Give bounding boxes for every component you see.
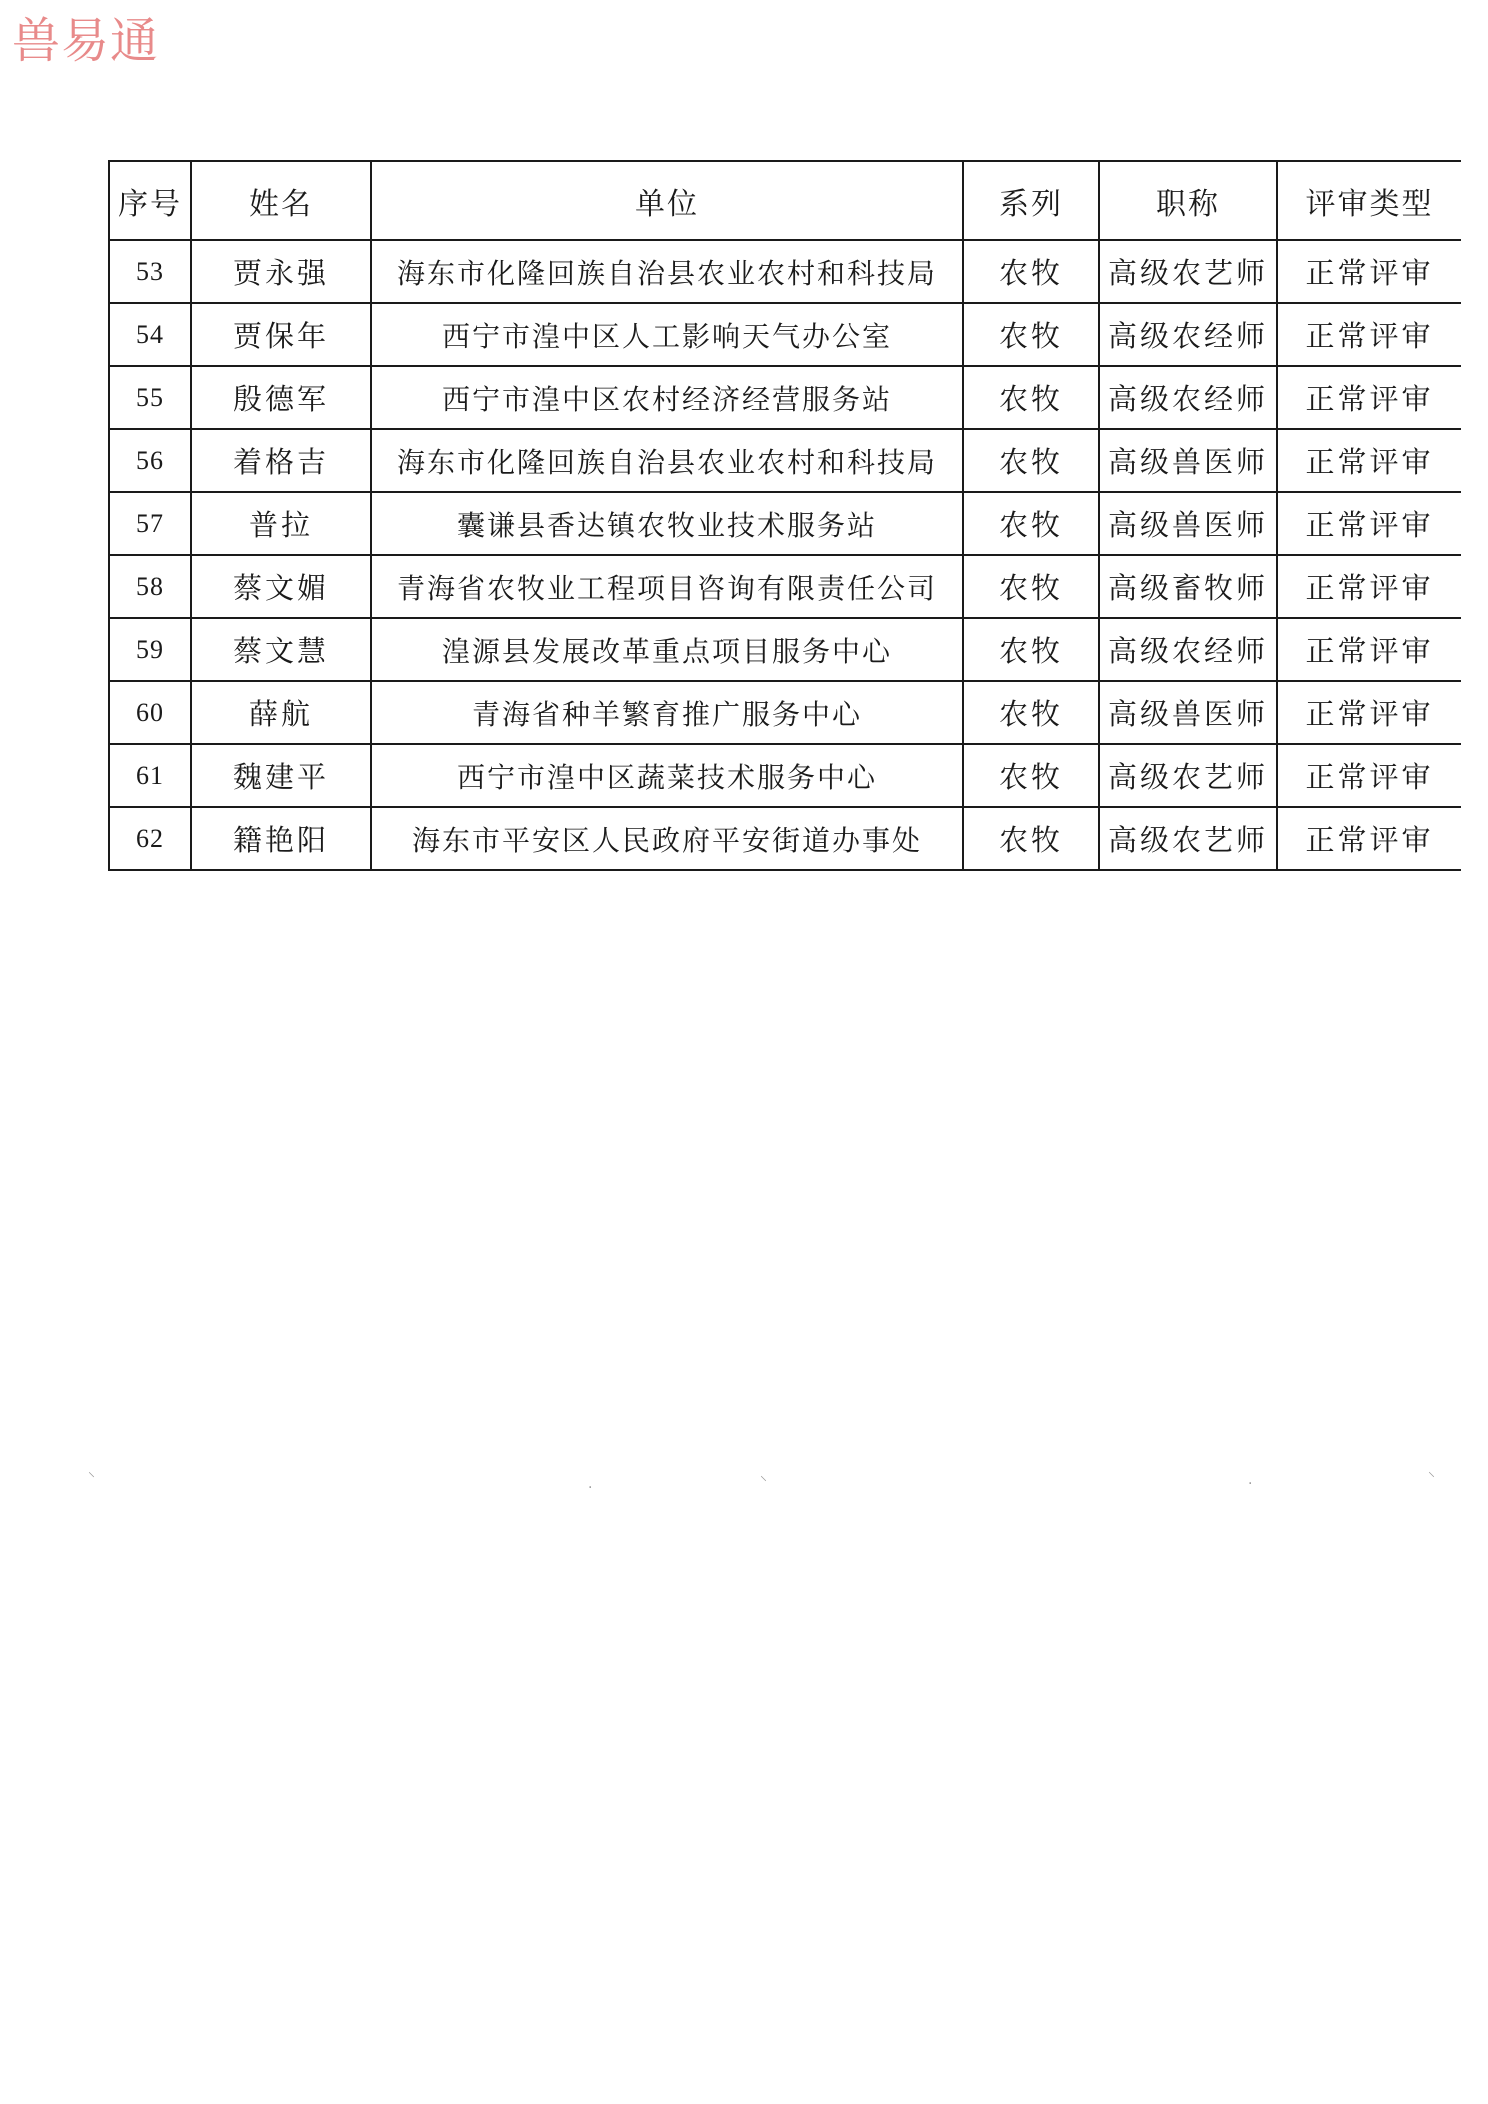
cell-review-type: 正常评审	[1277, 366, 1461, 429]
cell-serial-number: 60	[109, 681, 191, 744]
cell-title: 高级农艺师	[1099, 744, 1277, 807]
table-row	[109, 618, 1461, 681]
header-unit: 单位	[371, 161, 963, 240]
cell-title: 高级农艺师	[1099, 807, 1277, 870]
cell-name: 着格吉	[191, 429, 371, 492]
header-name: 姓名	[191, 161, 371, 240]
table-row	[109, 240, 1461, 303]
cell-title: 高级兽医师	[1099, 492, 1277, 555]
cell-serial-number: 62	[109, 807, 191, 870]
table-header-row	[109, 161, 1461, 240]
cell-series: 农牧	[963, 618, 1099, 681]
cell-unit: 西宁市湟中区蔬菜技术服务中心	[371, 744, 963, 807]
cell-series: 农牧	[963, 366, 1099, 429]
cell-series: 农牧	[963, 492, 1099, 555]
cell-name: 贾永强	[191, 240, 371, 303]
cell-review-type: 正常评审	[1277, 744, 1461, 807]
cell-title: 高级农艺师	[1099, 240, 1277, 303]
table-row	[109, 744, 1461, 807]
header-series: 系列	[963, 161, 1099, 240]
cell-review-type: 正常评审	[1277, 681, 1461, 744]
table-row	[109, 555, 1461, 618]
cell-review-type: 正常评审	[1277, 429, 1461, 492]
cell-name: 薛航	[191, 681, 371, 744]
scan-speck: ⸜	[1428, 1464, 1435, 1480]
cell-title: 高级兽医师	[1099, 429, 1277, 492]
cell-name: 贾保年	[191, 303, 371, 366]
table-row	[109, 681, 1461, 744]
scan-speck: ⸜	[760, 1468, 767, 1484]
cell-unit: 西宁市湟中区人工影响天气办公室	[371, 303, 963, 366]
watermark-logo-text: 兽易通	[12, 13, 160, 69]
cell-serial-number: 54	[109, 303, 191, 366]
cell-series: 农牧	[963, 240, 1099, 303]
cell-unit: 青海省种羊繁育推广服务中心	[371, 681, 963, 744]
cell-unit: 西宁市湟中区农村经济经营服务站	[371, 366, 963, 429]
cell-unit: 海东市化隆回族自治县农业农村和科技局	[371, 240, 963, 303]
cell-review-type: 正常评审	[1277, 807, 1461, 870]
cell-title: 高级畜牧师	[1099, 555, 1277, 618]
cell-review-type: 正常评审	[1277, 492, 1461, 555]
cell-series: 农牧	[963, 555, 1099, 618]
cell-serial-number: 59	[109, 618, 191, 681]
cell-unit: 囊谦县香达镇农牧业技术服务站	[371, 492, 963, 555]
cell-serial-number: 61	[109, 744, 191, 807]
cell-series: 农牧	[963, 744, 1099, 807]
cell-name: 魏建平	[191, 744, 371, 807]
cell-series: 农牧	[963, 429, 1099, 492]
cell-review-type: 正常评审	[1277, 240, 1461, 303]
cell-unit: 海东市平安区人民政府平安街道办事处	[371, 807, 963, 870]
cell-series: 农牧	[963, 807, 1099, 870]
cell-name: 蔡文慧	[191, 618, 371, 681]
cell-unit: 海东市化隆回族自治县农业农村和科技局	[371, 429, 963, 492]
scan-speck: ⸌	[88, 1470, 95, 1486]
cell-title: 高级兽医师	[1099, 681, 1277, 744]
cell-name: 殷德军	[191, 366, 371, 429]
cell-serial-number: 56	[109, 429, 191, 492]
cell-name: 籍艳阳	[191, 807, 371, 870]
header-serial-number: 序号	[109, 161, 191, 240]
table-row	[109, 807, 1461, 870]
cell-series: 农牧	[963, 303, 1099, 366]
cell-series: 农牧	[963, 681, 1099, 744]
cell-serial-number: 58	[109, 555, 191, 618]
cell-serial-number: 55	[109, 366, 191, 429]
header-title: 职称	[1099, 161, 1277, 240]
scan-speck: ·	[1248, 1476, 1253, 1492]
table-row	[109, 303, 1461, 366]
cell-name: 普拉	[191, 492, 371, 555]
cell-title: 高级农经师	[1099, 303, 1277, 366]
cell-serial-number: 53	[109, 240, 191, 303]
table-row	[109, 429, 1461, 492]
cell-title: 高级农经师	[1099, 618, 1277, 681]
cell-serial-number: 57	[109, 492, 191, 555]
table-row	[109, 492, 1461, 555]
cell-review-type: 正常评审	[1277, 618, 1461, 681]
header-review-type: 评审类型	[1277, 161, 1461, 240]
cell-title: 高级农经师	[1099, 366, 1277, 429]
cell-unit: 青海省农牧业工程项目咨询有限责任公司	[371, 555, 963, 618]
cell-name: 蔡文媚	[191, 555, 371, 618]
cell-review-type: 正常评审	[1277, 303, 1461, 366]
cell-review-type: 正常评审	[1277, 555, 1461, 618]
scan-speck: ·	[588, 1480, 593, 1496]
personnel-table	[108, 160, 1461, 871]
cell-unit: 湟源县发展改革重点项目服务中心	[371, 618, 963, 681]
table-row	[109, 366, 1461, 429]
